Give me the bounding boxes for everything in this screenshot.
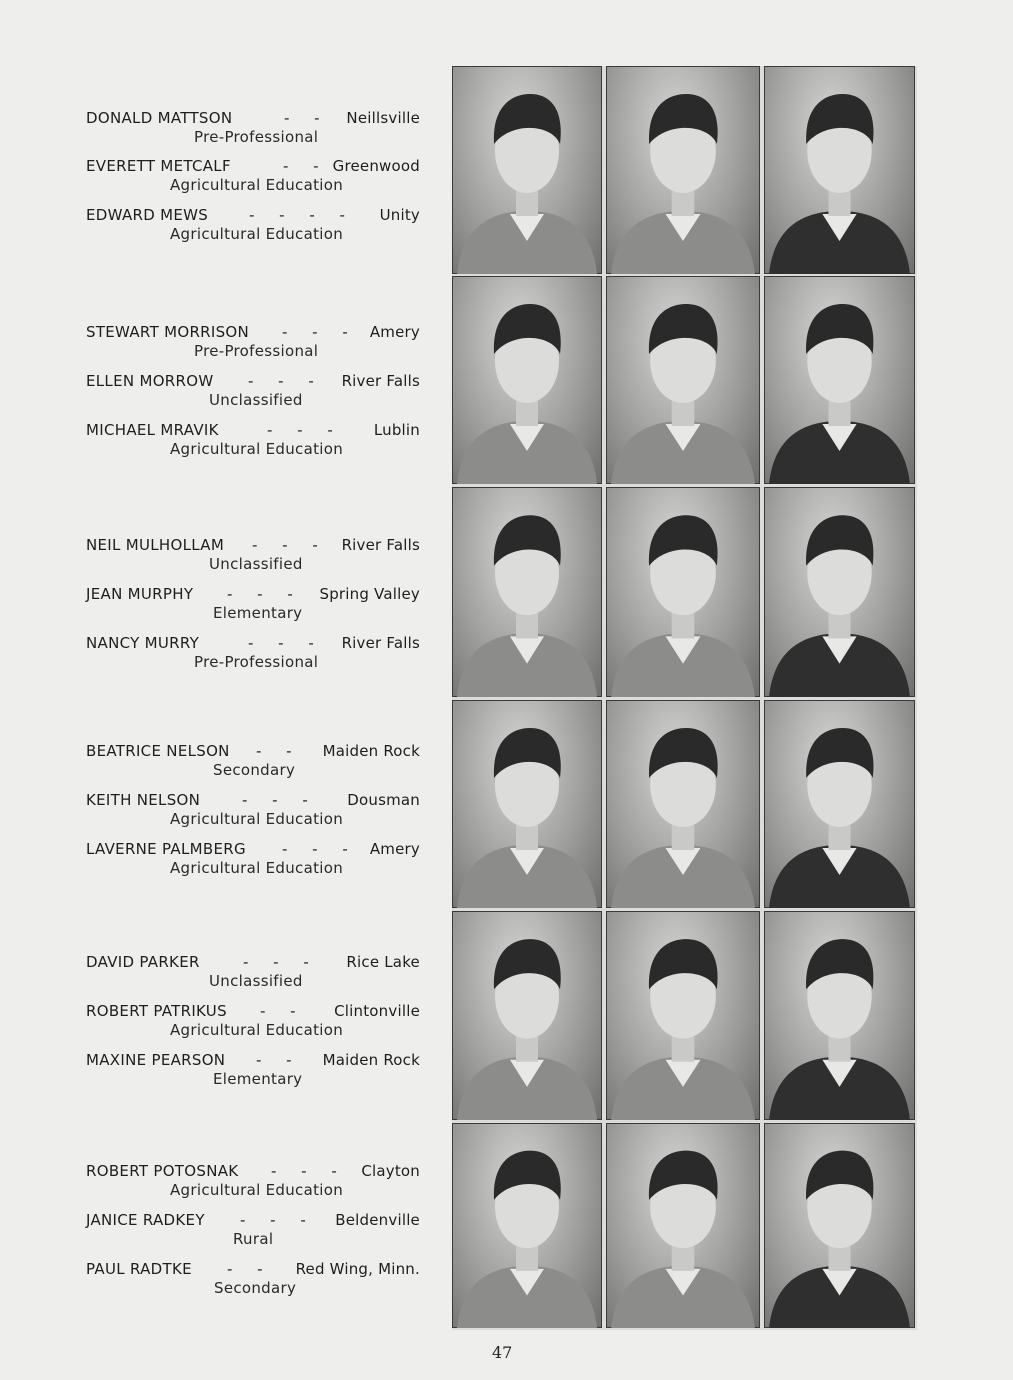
student-hometown: Amery xyxy=(369,323,420,341)
leader-dashes: - - xyxy=(284,109,330,127)
student-hometown: Spring Valley xyxy=(319,585,420,603)
student-hometown: Clayton xyxy=(361,1162,420,1180)
student-course: Elementary xyxy=(213,1070,303,1088)
student-name: JANICE RADKEY xyxy=(86,1211,205,1229)
student-name: KEITH NELSON xyxy=(86,791,201,809)
student-name: JEAN MURPHY xyxy=(86,585,194,603)
student-hometown: Neillsville xyxy=(346,109,420,127)
student-hometown: Greenwood xyxy=(332,157,420,175)
student-portrait-photo xyxy=(452,487,602,697)
student-name: MAXINE PEARSON xyxy=(86,1051,226,1069)
student-name-line xyxy=(86,742,420,762)
leader-dashes: - - xyxy=(283,157,329,175)
student-entry-mews xyxy=(86,206,420,250)
student-hometown: Red Wing, Minn. xyxy=(295,1260,420,1278)
student-name: STEWART MORRISON xyxy=(86,323,250,341)
leader-dashes: - - - xyxy=(282,840,358,858)
student-entry-keith-nelson xyxy=(86,791,420,835)
student-name-line xyxy=(86,585,420,605)
leader-dashes: - - - - xyxy=(249,206,355,224)
leader-dashes: - - - xyxy=(242,791,318,809)
student-portrait-photo xyxy=(764,700,915,908)
student-portrait-photo xyxy=(606,1123,760,1328)
student-name: ROBERT PATRIKUS xyxy=(86,1002,227,1020)
student-entry-pearson xyxy=(86,1051,420,1095)
leader-dashes: - - - xyxy=(271,1162,347,1180)
student-course: Elementary xyxy=(213,604,303,622)
student-name: DAVID PARKER xyxy=(86,953,200,971)
student-course: Rural xyxy=(233,1230,274,1248)
student-name-line xyxy=(86,634,420,654)
student-name: LAVERNE PALMBERG xyxy=(86,840,246,858)
leader-dashes: - - - xyxy=(248,634,324,652)
leader-dashes: - - - xyxy=(252,536,328,554)
student-hometown: Rice Lake xyxy=(346,953,420,971)
student-entry-radtke xyxy=(86,1260,420,1304)
leader-dashes: - - - xyxy=(248,372,324,390)
student-course: Agricultural Education xyxy=(170,810,343,828)
student-entry-metcalf xyxy=(86,157,420,201)
leader-dashes: - - xyxy=(227,1260,273,1278)
student-name-line xyxy=(86,536,420,556)
leader-dashes: - - xyxy=(256,742,302,760)
student-portrait-photo xyxy=(764,66,915,274)
student-hometown: Maiden Rock xyxy=(322,1051,420,1069)
leader-dashes: - - - xyxy=(227,585,303,603)
student-entry-murphy xyxy=(86,585,420,629)
student-course: Pre-Professional xyxy=(194,342,319,360)
student-course: Agricultural Education xyxy=(170,225,343,243)
student-name: PAUL RADTKE xyxy=(86,1260,192,1278)
student-name: ELLEN MORROW xyxy=(86,372,214,390)
student-entry-murry xyxy=(86,634,420,678)
student-course: Agricultural Education xyxy=(170,176,343,194)
student-course: Agricultural Education xyxy=(170,1021,343,1039)
student-entry-mattson xyxy=(86,109,420,153)
student-hometown: Dousman xyxy=(347,791,420,809)
student-hometown: Lublin xyxy=(373,421,420,439)
student-entry-palmberg xyxy=(86,840,420,884)
student-hometown: Amery xyxy=(369,840,420,858)
student-name: DONALD MATTSON xyxy=(86,109,233,127)
student-portrait-photo xyxy=(452,1123,602,1328)
student-portrait-photo xyxy=(606,66,760,274)
student-course: Agricultural Education xyxy=(170,1181,343,1199)
leader-dashes: - - - xyxy=(243,953,319,971)
student-name: MICHAEL MRAVIK xyxy=(86,421,219,439)
student-entry-morrow xyxy=(86,372,420,416)
student-name-line xyxy=(86,840,420,860)
student-course: Agricultural Education xyxy=(170,859,343,877)
student-name-line xyxy=(86,372,420,392)
student-portrait-photo xyxy=(764,911,915,1120)
student-portrait-photo xyxy=(606,911,760,1120)
student-portrait-photo xyxy=(764,487,915,697)
student-course: Unclassified xyxy=(209,555,303,573)
student-entry-radkey xyxy=(86,1211,420,1255)
leader-dashes: - - - xyxy=(240,1211,316,1229)
student-hometown: River Falls xyxy=(341,536,420,554)
leader-dashes: - - xyxy=(260,1002,306,1020)
student-name: NEIL MULHOLLAM xyxy=(86,536,225,554)
student-name-line xyxy=(86,1162,420,1182)
student-name: NANCY MURRY xyxy=(86,634,200,652)
student-portrait-photo xyxy=(606,487,760,697)
student-name-line xyxy=(86,206,420,226)
student-name: BEATRICE NELSON xyxy=(86,742,230,760)
student-name-line xyxy=(86,109,420,129)
student-portrait-photo xyxy=(606,276,760,484)
student-hometown: River Falls xyxy=(341,372,420,390)
student-entry-mulhollam xyxy=(86,536,420,580)
student-name-line xyxy=(86,1260,420,1280)
leader-dashes: - - - xyxy=(282,323,358,341)
student-entry-mravik xyxy=(86,421,420,465)
student-entry-parker xyxy=(86,953,420,997)
student-name: ROBERT POTOSNAK xyxy=(86,1162,239,1180)
student-name: EDWARD MEWS xyxy=(86,206,209,224)
student-course: Pre-Professional xyxy=(194,128,319,146)
student-hometown: Unity xyxy=(379,206,420,224)
student-name-line xyxy=(86,1051,420,1071)
student-course: Pre-Professional xyxy=(194,653,319,671)
student-hometown: River Falls xyxy=(341,634,420,652)
student-name-line xyxy=(86,1002,420,1022)
student-name-line xyxy=(86,157,420,177)
student-course: Unclassified xyxy=(209,972,303,990)
student-portrait-photo xyxy=(452,66,602,274)
student-course: Secondary xyxy=(213,761,296,779)
student-portrait-photo xyxy=(764,276,915,484)
student-hometown: Clintonville xyxy=(334,1002,420,1020)
student-name-line xyxy=(86,1211,420,1231)
student-course: Agricultural Education xyxy=(170,440,343,458)
leader-dashes: - - xyxy=(256,1051,302,1069)
student-course: Secondary xyxy=(214,1279,297,1297)
student-entry-beatrice-nelson xyxy=(86,742,420,786)
student-hometown: Maiden Rock xyxy=(322,742,420,760)
student-name-line xyxy=(86,421,420,441)
portrait-grid xyxy=(452,66,917,1330)
student-name-line xyxy=(86,323,420,343)
student-entry-potosnak xyxy=(86,1162,420,1206)
student-portrait-photo xyxy=(764,1123,915,1328)
leader-dashes: - - - xyxy=(267,421,343,439)
student-name: EVERETT METCALF xyxy=(86,157,231,175)
page-number: 47 xyxy=(492,1343,513,1362)
student-entry-patrikus xyxy=(86,1002,420,1046)
student-name-line xyxy=(86,953,420,973)
student-portrait-photo xyxy=(606,700,760,908)
student-portrait-photo xyxy=(452,911,602,1120)
student-entry-morrison xyxy=(86,323,420,367)
student-course: Unclassified xyxy=(209,391,303,409)
student-portrait-photo xyxy=(452,700,602,908)
student-portrait-photo xyxy=(452,276,602,484)
student-hometown: Beldenville xyxy=(335,1211,420,1229)
student-name-line xyxy=(86,791,420,811)
